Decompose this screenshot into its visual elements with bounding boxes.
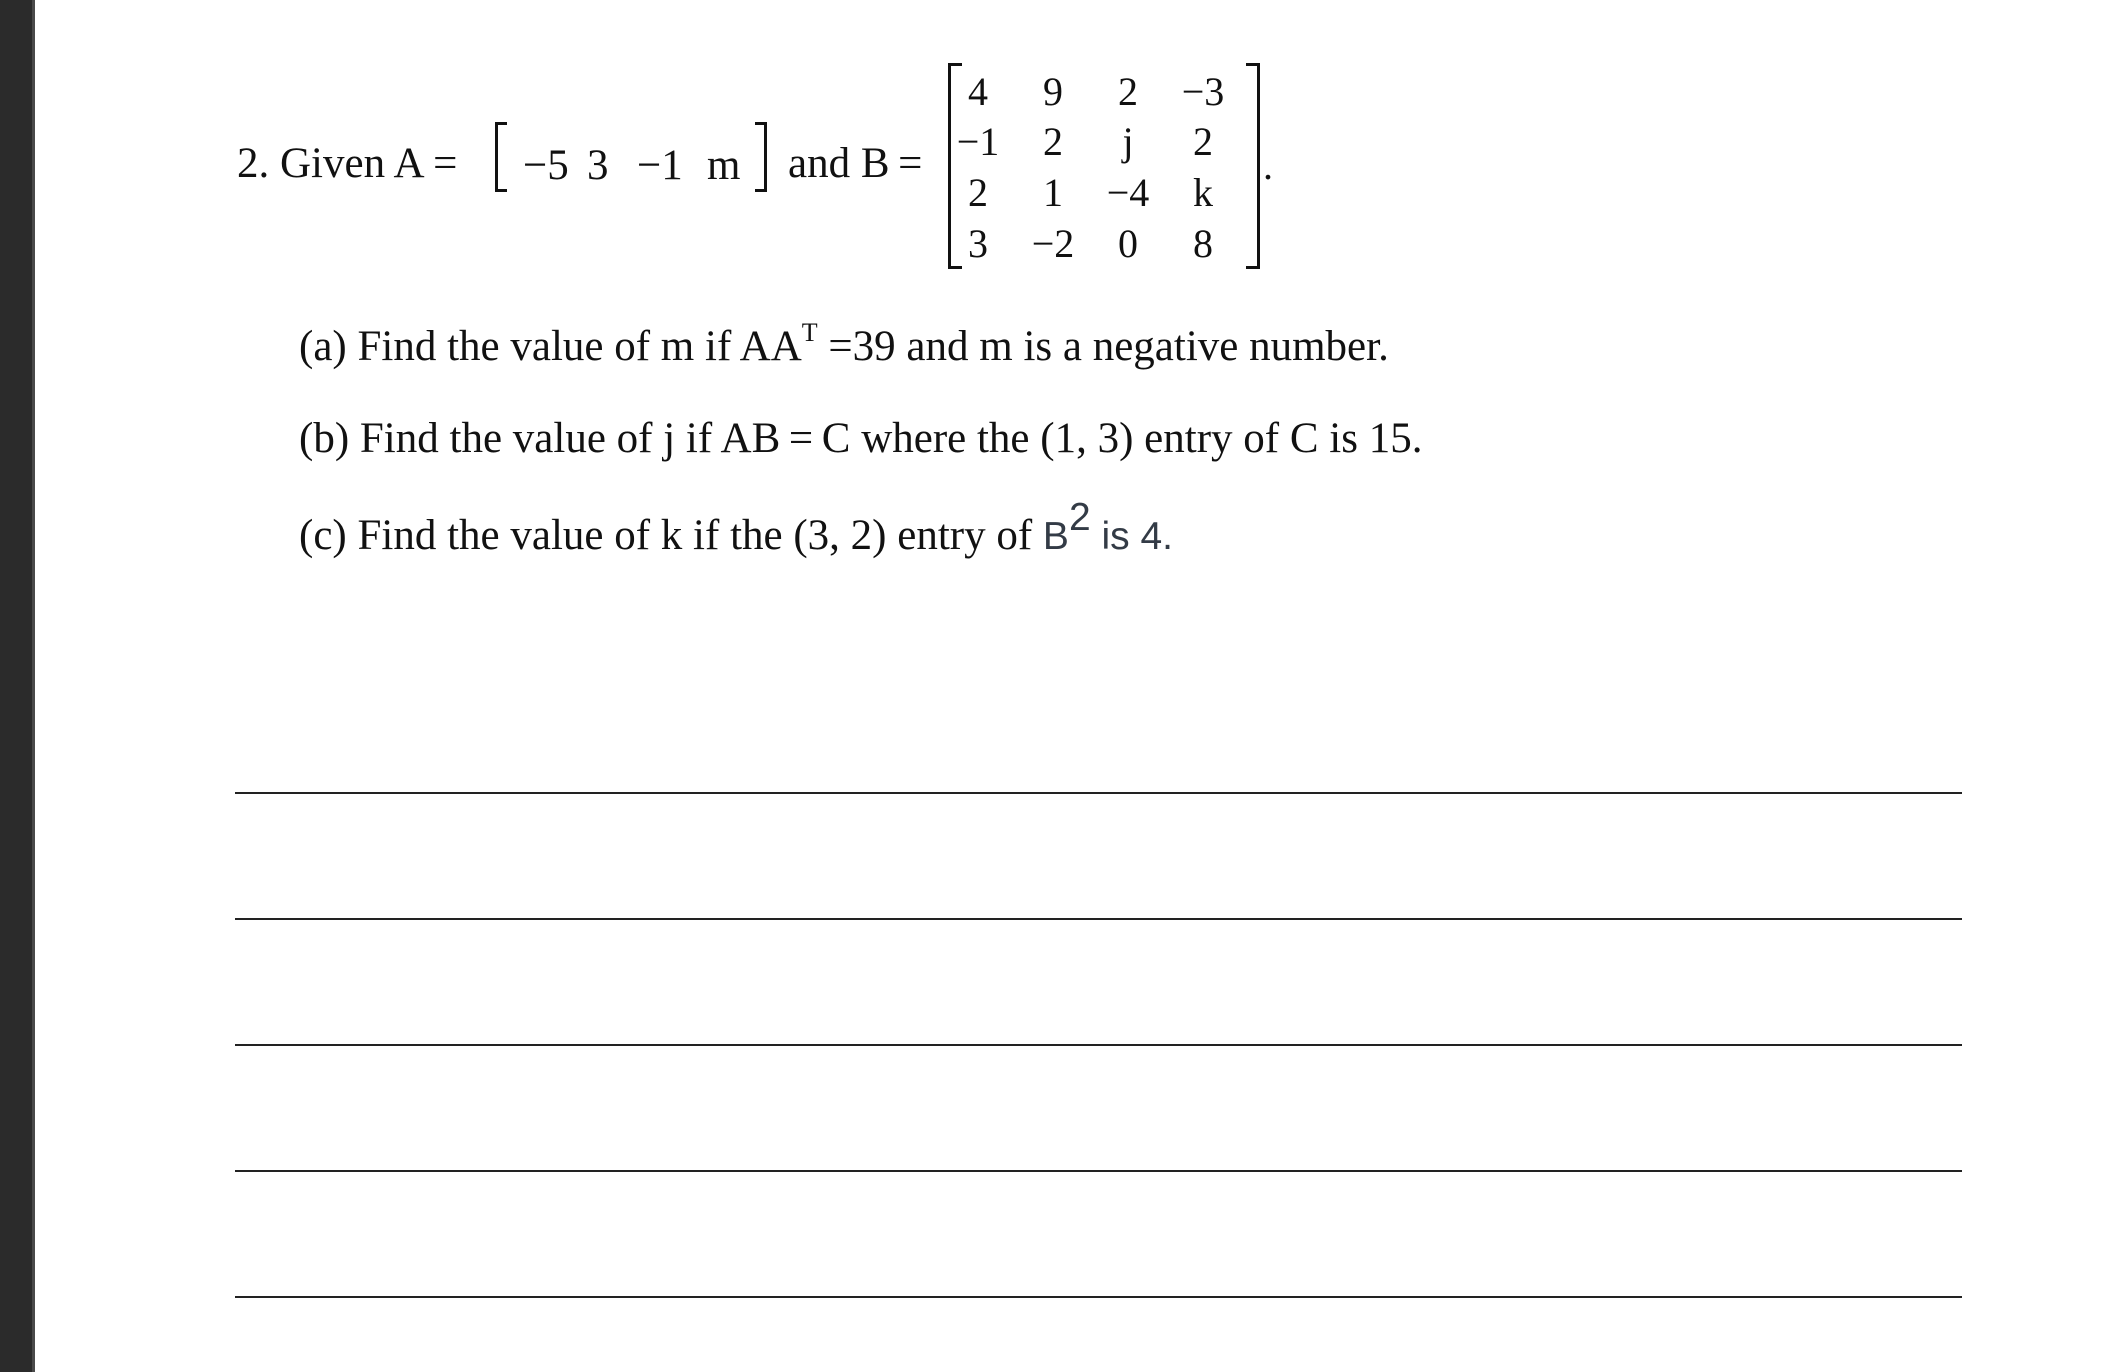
matrix-a-entry: m	[707, 142, 741, 189]
part-c	[299, 496, 1174, 559]
answer-line	[235, 1170, 1962, 1172]
matrix-a-entry: 3	[587, 142, 609, 189]
matrix-a-entry: −1	[637, 142, 683, 189]
part-a-text-pre: (a) Find the value of m if AA	[299, 323, 802, 370]
matrix-b-right-bracket	[1246, 63, 1260, 269]
matrix-b-entry: −1	[956, 119, 1000, 164]
matrix-b-entry: j	[1122, 119, 1134, 164]
matrix-b-entry: 1	[1043, 170, 1063, 215]
matrix-b-entry: −2	[1031, 221, 1075, 266]
part-c-text-post: is 4.	[1090, 515, 1174, 558]
matrix-a	[495, 122, 767, 194]
part-b-text: (b) Find the value of j if AB = C where the (1, 3) entry of C is 15.	[299, 415, 1423, 462]
answer-line	[235, 918, 1962, 920]
question-connector: and B =	[788, 140, 923, 187]
matrix-b-entry: 9	[1043, 69, 1063, 114]
part-a	[299, 318, 1389, 370]
matrix-b-entry: 2	[968, 170, 988, 215]
matrix-b-entry: 2	[1118, 69, 1138, 114]
matrix-b-entry: 4	[968, 69, 988, 114]
part-c-superscript: 2	[1068, 496, 1091, 539]
matrix-b-entry: 2	[1193, 119, 1213, 164]
answer-line	[235, 792, 1962, 794]
matrix-b-entry: 2	[1043, 119, 1063, 164]
matrix-a-entry: −5	[523, 142, 569, 189]
question-lead: 2. Given A =	[237, 140, 458, 187]
part-a-text-post: =39 and m is a negative number.	[817, 323, 1389, 370]
matrix-b-entry: −3	[1181, 69, 1225, 114]
part-b	[299, 417, 1422, 460]
matrix-a-right-bracket	[755, 122, 767, 192]
answer-line	[235, 1044, 1962, 1046]
matrix-b-entry: −4	[1106, 170, 1150, 215]
matrix-b-entry: k	[1193, 170, 1213, 215]
matrix-b-entry: 0	[1118, 221, 1138, 266]
matrix-b-entry: 8	[1193, 221, 1213, 266]
part-c-matrix-symbol: B	[1042, 515, 1069, 558]
answer-line	[235, 1296, 1962, 1298]
part-a-superscript: T	[801, 318, 818, 347]
question-end-punctuation: .	[1263, 143, 1273, 188]
matrix-a-left-bracket	[495, 122, 507, 192]
matrix-b-entry: 3	[968, 221, 988, 266]
left-window-edge	[0, 0, 35, 1372]
matrix-b	[948, 63, 1260, 269]
part-c-text-pre: (c) Find the value of k if the (3, 2) entry of	[299, 512, 1043, 559]
